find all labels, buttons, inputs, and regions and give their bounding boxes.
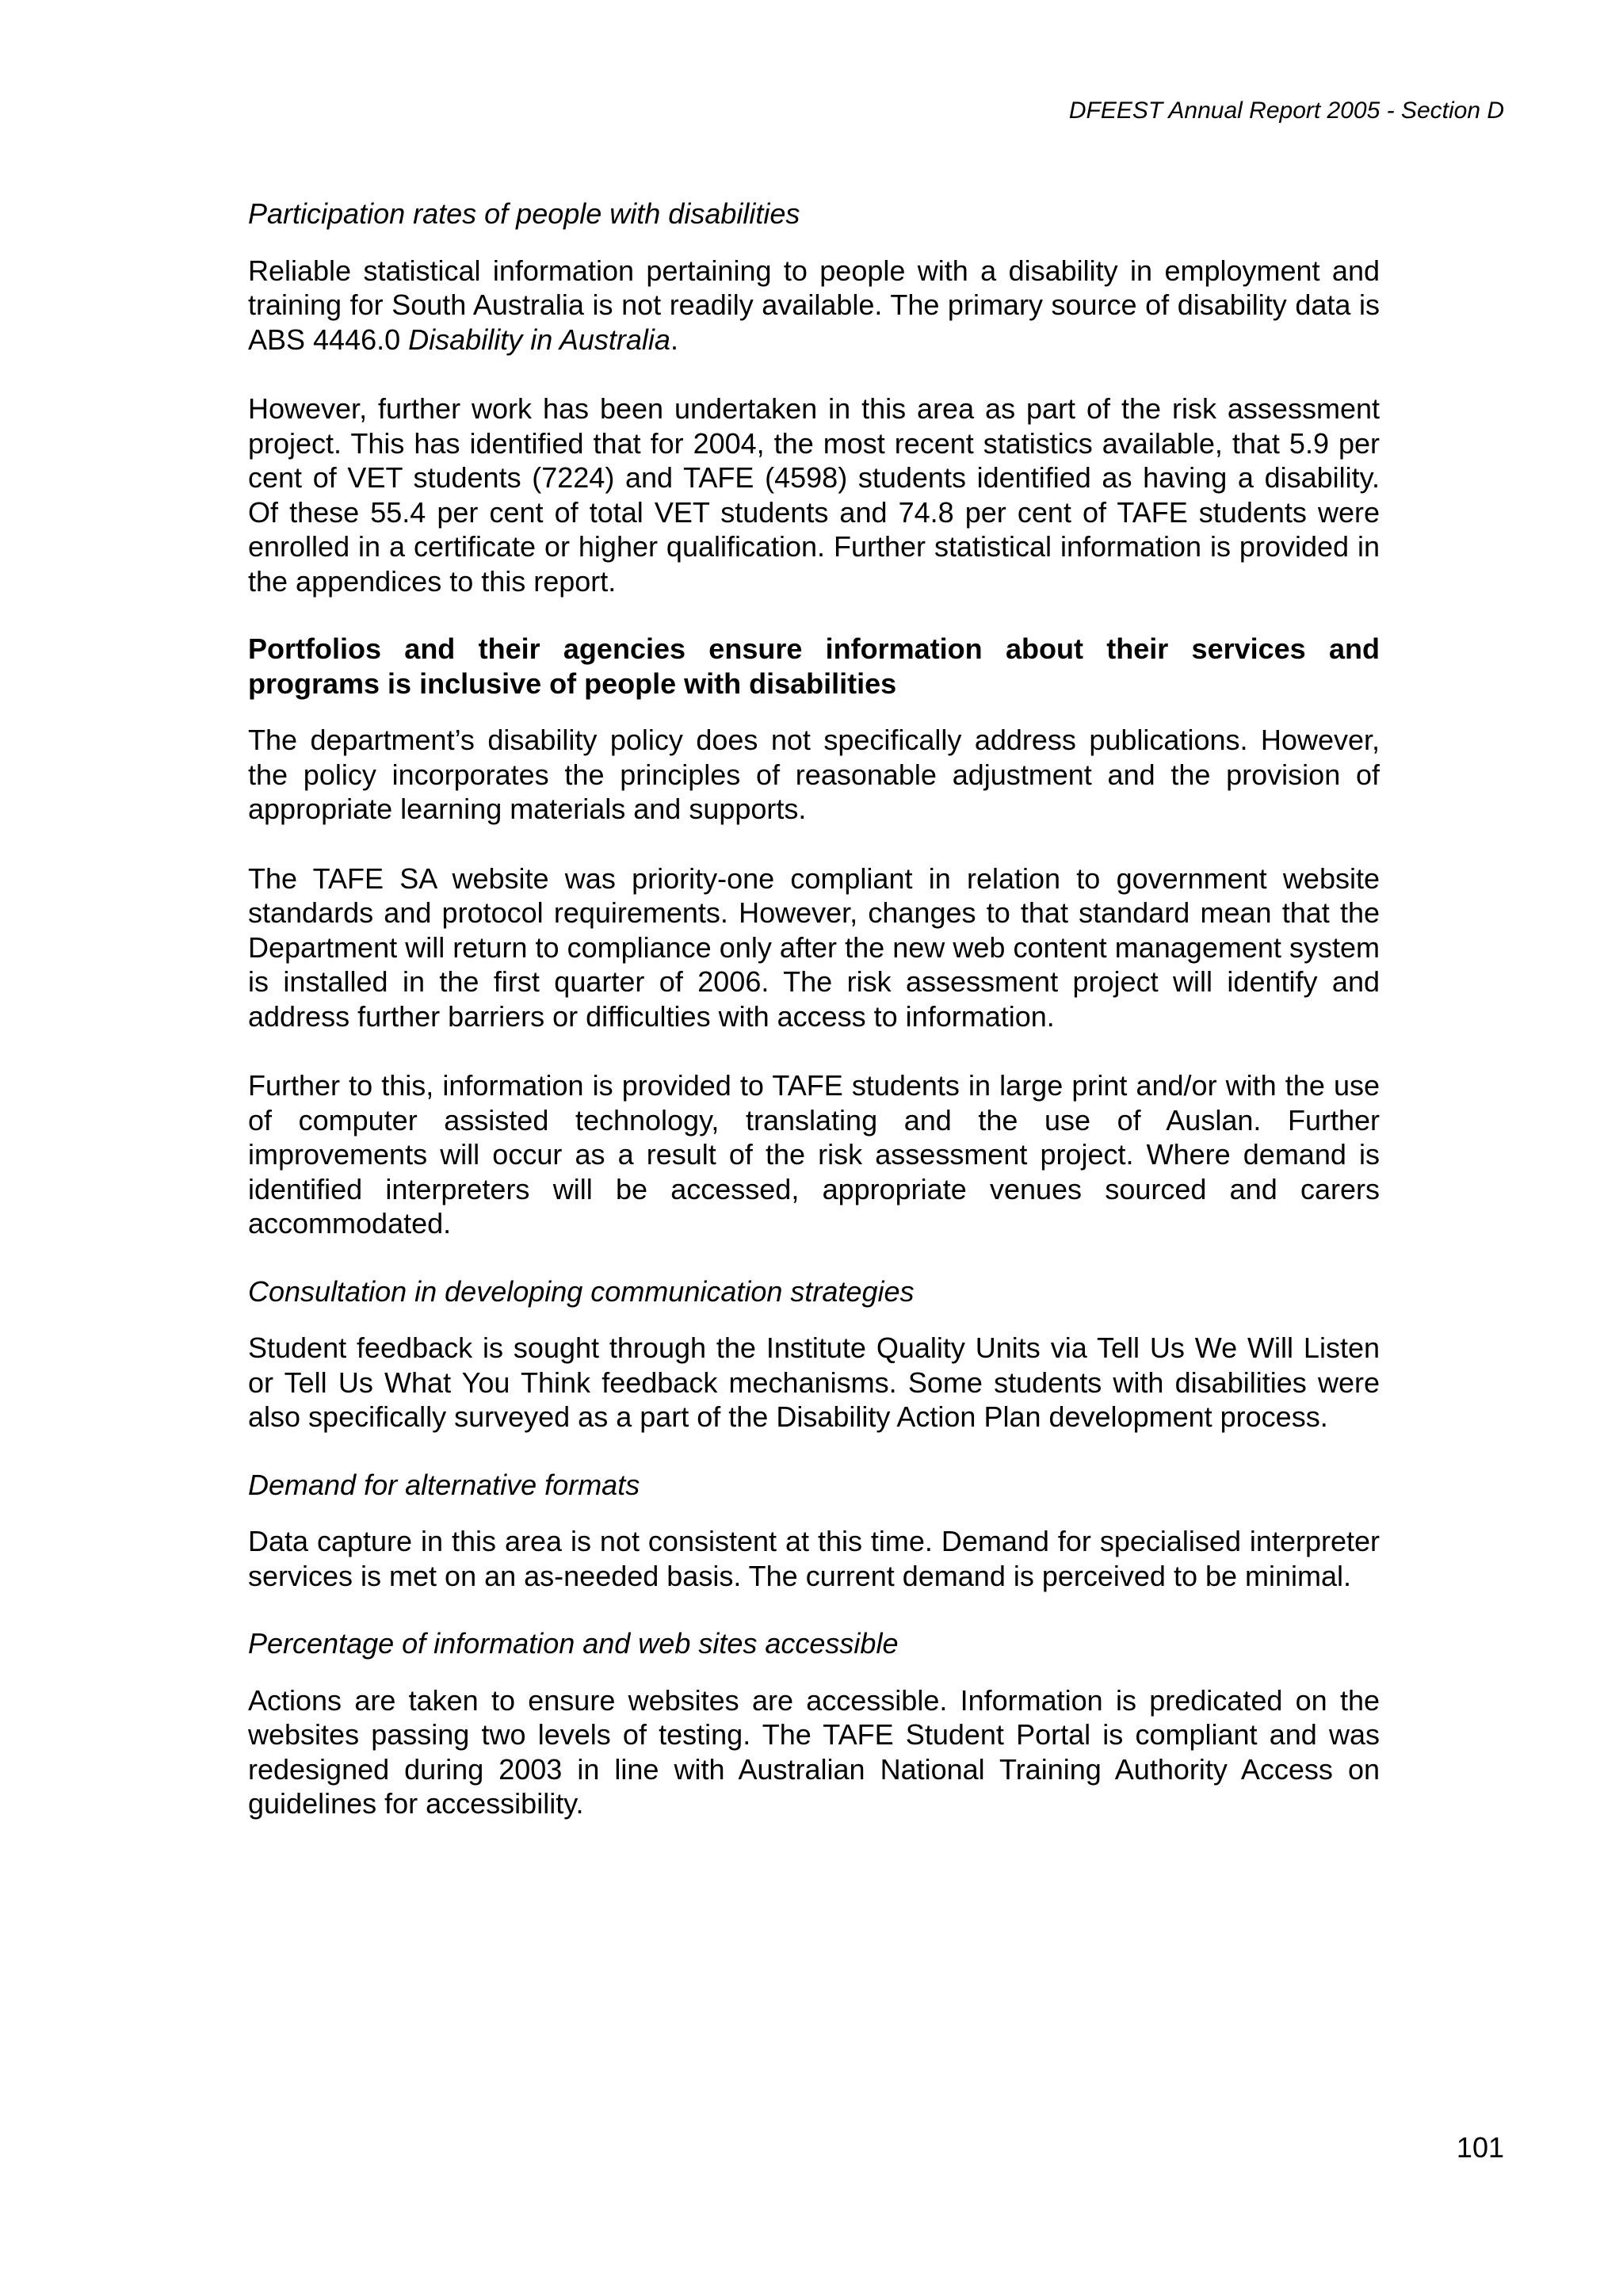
section-heading-accessibility: Percentage of information and web sites accessible [248,1627,899,1660]
publication-title: Disability in Australia [408,323,670,356]
paragraph-portfolios-3: Further to this, information is provided to TAFE students in large print and/or with the use of computer assisted technology, translating and the use of Auslan. Further improvements will occur as a result of the risk assessment project. Where demand is identified interpreters will be accessed, appropriate venues sourced and carers accommodated. [248,1069,1380,1240]
section-heading-consultation: Consultation in developing communication strategies [248,1274,915,1308]
paragraph-participation-1 [248,254,1380,357]
section-heading-demand: Demand for alternative formats [248,1468,640,1501]
paragraph-portfolios-2: The TAFE SA website was priority-one compliant in relation to government website standards and protocol requirements. However, changes to that standard mean that the Department will return to compliance only after the new web content management system is installed in the first quarter of 2006. The risk assessment project will identify and address further barriers or difficulties with access to information. [248,861,1380,1033]
section-heading-participation: Participation rates of people with disabilities [248,197,800,230]
section-heading-portfolios: Portfolios and their agencies ensure information about their services and programs is inclusive of people with disabilities [248,632,1380,700]
paragraph-text: Reliable statistical information pertaining to people with a disability in employment and training for South Australia is not readily available. The primary source of disability data is ABS 4446.0 [248,254,1380,356]
paragraph-text: . [670,323,678,356]
paragraph-portfolios-1: The department’s disability policy does not specifically address publications. However, the policy incorporates the principles of reasonable adjustment and the provision of appropriate learning materials and supports. [248,724,1380,825]
paragraph-participation-2: However, further work has been undertaken in this area as part of the risk assessment project. This has identified that for 2004, the most recent statistics available, that 5.9 per cent of VET students (7224) and TAFE (4598) students identified as having a disability. Of these 55.4 per cent of total VET students and 74.8 per cent of TAFE students were enrolled in a certificate or higher qualification. Further statistical information is provided in the appendices to this report. [248,392,1380,598]
paragraph-accessibility-1: Actions are taken to ensure websites are accessible. Information is predicated on the websites passing two levels of testing. The TAFE Student Portal is compliant and was redesigned during 2003 in line with Australian National Training Authority Access on guidelines for accessibility. [248,1683,1380,1820]
paragraph-demand-1: Data capture in this area is not consistent at this time. Demand for specialised interpreter services is met on an as-needed basis. The current demand is perceived to be minimal. [248,1525,1380,1592]
running-header: DFEEST Annual Report 2005 - Section D [1068,97,1504,124]
page-content [248,197,1380,1821]
page-number: 101 [1456,2131,1504,2164]
paragraph-consultation-1: Student feedback is sought through the Institute Quality Units via Tell Us We Will Listen or Tell Us What You Think feedback mechanisms. Some students with disabilities were also specifically surveyed as a part of the Disability Action Plan development process. [248,1331,1380,1433]
